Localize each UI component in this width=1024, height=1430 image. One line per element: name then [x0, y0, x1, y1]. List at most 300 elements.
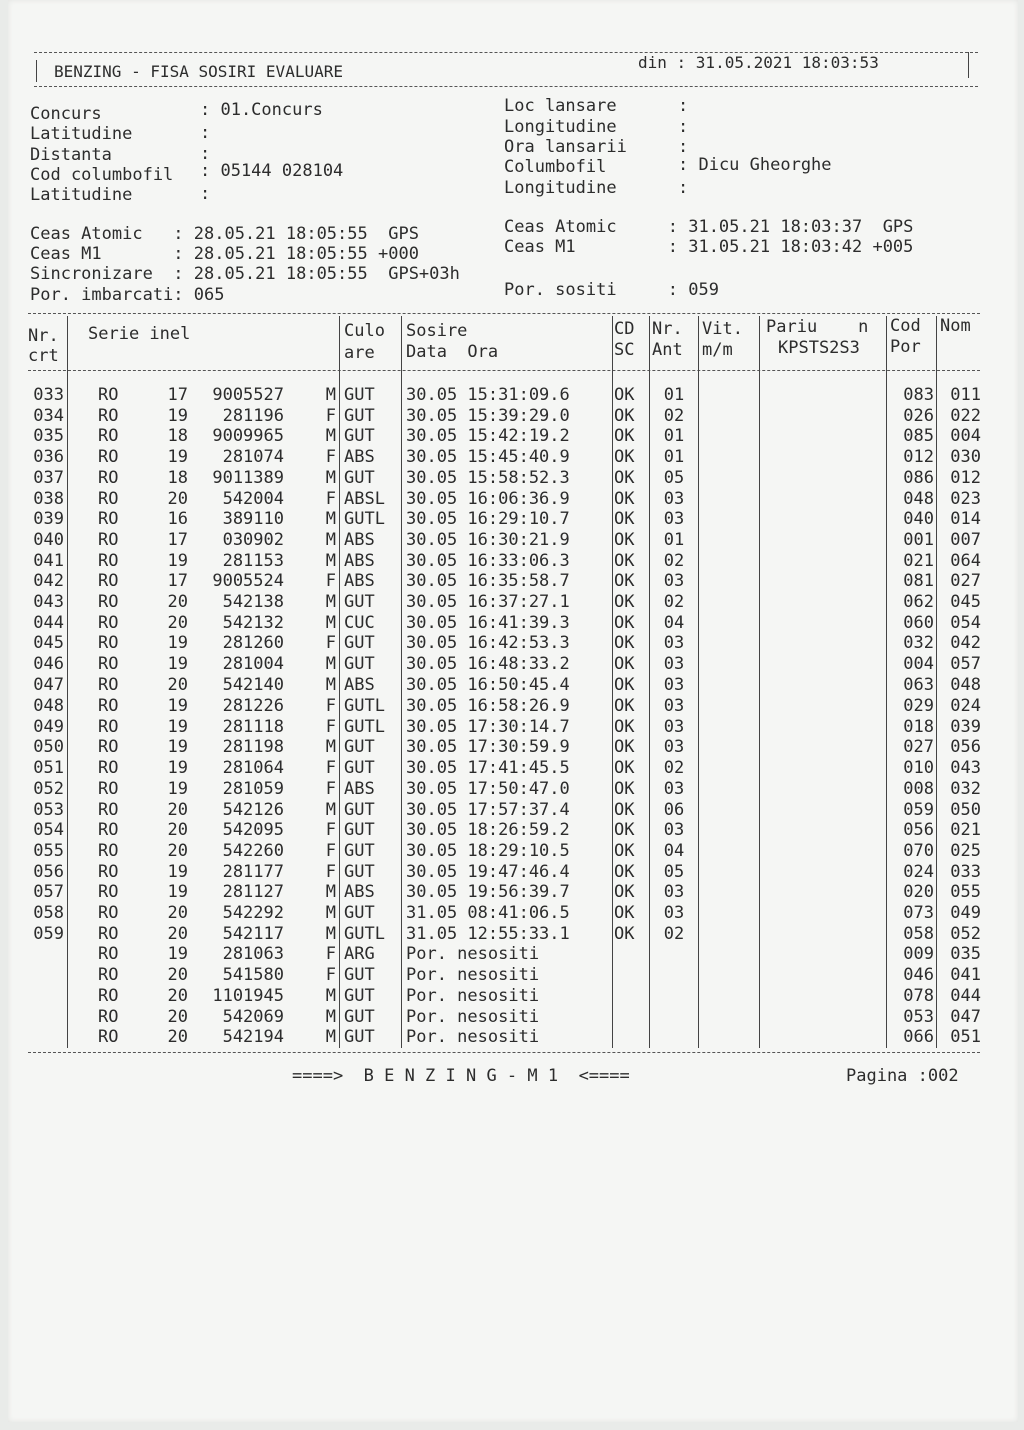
cell-cod: 046 [903, 965, 934, 986]
cell-tara: RO [98, 447, 119, 468]
cell-cd: OK [614, 696, 635, 716]
cell-inel: 281127 [222, 882, 284, 903]
cell-ant: 03 [663, 674, 685, 695]
cell-nom: 022 [950, 405, 981, 426]
cell-nom: 051 [950, 1027, 981, 1048]
cell-an: 18 [167, 467, 188, 488]
cell-nom: 033 [950, 861, 981, 882]
cell-cod: 040 [903, 509, 934, 530]
cell-nom: 057 [950, 654, 981, 675]
cell-an: 19 [167, 405, 188, 426]
cell-nom: 021 [950, 820, 981, 841]
cell-culoare: ARG [344, 944, 375, 965]
info-value: : 01.Concurs [200, 100, 323, 120]
cell-cd: OK [614, 903, 635, 923]
cell-sex: M [325, 654, 336, 675]
cell-nr: 049 [33, 716, 64, 737]
cell-inel: 542260 [222, 840, 284, 861]
cell-tara: RO [98, 550, 119, 571]
cell-nom: 024 [950, 696, 981, 716]
report-date: din : 31.05.2021 18:03:53 [638, 53, 879, 72]
cell-an: 18 [167, 426, 188, 447]
cell-nr: 045 [33, 633, 64, 654]
col-header-cd: SC [614, 340, 635, 360]
cell-sosire: Por. nesositi [406, 1006, 540, 1027]
cell-inel: 281004 [222, 654, 284, 675]
cell-sex: M [325, 799, 336, 820]
cell-cod: 083 [903, 385, 934, 405]
cell-sex: M [325, 509, 336, 530]
cell-cd: OK [614, 674, 635, 695]
cell-an: 19 [167, 696, 188, 716]
cell-tara: RO [98, 612, 119, 633]
cell-nr: 037 [33, 467, 64, 488]
cell-cod: 078 [903, 985, 934, 1006]
cell-sosire: 31.05 12:55:33.1 [406, 923, 570, 944]
cell-nr: 034 [33, 405, 64, 426]
cell-an: 20 [167, 612, 188, 633]
table-top-rule [28, 313, 980, 314]
document-page [8, 0, 1018, 1422]
pigeons-arrived: Por. sositi : 059 [504, 280, 719, 300]
cell-sosire: 30.05 17:41:45.5 [406, 758, 570, 779]
cell-culoare: ABS [344, 674, 375, 695]
col-divider [339, 316, 340, 1048]
cell-sex: F [325, 861, 336, 882]
cell-nom: 025 [950, 840, 981, 861]
cell-inel: 542292 [222, 903, 284, 923]
cell-ant: 01 [663, 385, 685, 405]
cell-inel: 281074 [222, 447, 284, 468]
cell-an: 19 [167, 654, 188, 675]
col-header-nr: crt [28, 346, 59, 366]
cell-tara: RO [98, 944, 119, 965]
cell-nom: 054 [950, 612, 981, 633]
cell-nr: 042 [33, 571, 64, 592]
cell-sex: M [325, 592, 336, 612]
cell-sosire: 30.05 16:42:53.3 [406, 633, 570, 654]
cell-ant: 01 [663, 529, 685, 550]
cell-ant: 03 [663, 820, 685, 841]
cell-culoare: GUT [344, 592, 375, 612]
info-value: : Dicu Gheorghe [678, 155, 832, 175]
cell-cod: 048 [903, 488, 934, 509]
cell-nom: 045 [950, 592, 981, 612]
cell-culoare: ABS [344, 882, 375, 903]
col-header-pariu: Pariu n [766, 317, 869, 337]
cell-nom: 032 [950, 778, 981, 799]
cell-ant: 06 [663, 799, 685, 820]
cell-an: 20 [167, 985, 188, 1006]
cell-tara: RO [98, 799, 119, 820]
cell-inel: 9005527 [212, 385, 284, 405]
pigeons-embarked: Por. imbarcati: 065 [30, 285, 225, 305]
cell-tara: RO [98, 385, 119, 405]
cell-tara: RO [98, 840, 119, 861]
cell-culoare: GUTL [344, 696, 385, 716]
cell-nom: 012 [950, 467, 981, 488]
cell-cod: 026 [903, 405, 934, 426]
cell-inel: 542194 [222, 1027, 284, 1048]
cell-an: 16 [167, 509, 188, 530]
cell-inel: 9005524 [212, 571, 284, 592]
cell-culoare: GUT [344, 654, 375, 675]
cell-sosire: 30.05 15:58:52.3 [406, 467, 570, 488]
cell-inel: 542132 [222, 612, 284, 633]
cell-nr: 056 [33, 861, 64, 882]
cell-nom: 055 [950, 882, 981, 903]
col-header-nr: Nr. [28, 326, 59, 346]
col-divider [649, 316, 650, 1048]
info-label: Latitudine [30, 124, 133, 144]
cell-cod: 059 [903, 799, 934, 820]
cell-an: 19 [167, 778, 188, 799]
col-divider [612, 316, 613, 1048]
header-right-border [968, 52, 969, 78]
cell-cod: 008 [903, 778, 934, 799]
cell-culoare: GUT [344, 426, 375, 447]
cell-cd: OK [614, 385, 635, 405]
cell-cod: 024 [903, 861, 934, 882]
cell-cod: 029 [903, 696, 934, 716]
col-divider [698, 316, 699, 1048]
cell-inel: 542069 [222, 1006, 284, 1027]
cell-culoare: GUT [344, 840, 375, 861]
col-header-cod: Por [890, 337, 921, 357]
cell-nom: 007 [950, 529, 981, 550]
cell-sex: F [325, 716, 336, 737]
cell-ant: 03 [663, 509, 685, 530]
cell-cod: 001 [903, 529, 934, 550]
cell-culoare: GUT [344, 405, 375, 426]
cell-nr: 040 [33, 529, 64, 550]
info-value: : [678, 96, 689, 116]
cell-ant: 03 [663, 488, 685, 509]
cell-cod: 085 [903, 426, 934, 447]
cell-ant: 04 [663, 612, 685, 633]
cell-cod: 060 [903, 612, 934, 633]
cell-sosire: 30.05 15:45:40.9 [406, 447, 570, 468]
col-header-vit: m/m [702, 340, 733, 360]
cell-sex: M [325, 903, 336, 923]
cell-culoare: ABS [344, 778, 375, 799]
cell-sosire: Por. nesositi [406, 944, 540, 965]
cell-cd: OK [614, 882, 635, 903]
cell-cod: 009 [903, 944, 934, 965]
cell-cd: OK [614, 820, 635, 841]
cell-nr: 052 [33, 778, 64, 799]
cell-sex: F [325, 488, 336, 509]
cell-ant: 02 [663, 550, 685, 571]
cell-inel: 281177 [222, 861, 284, 882]
cell-culoare: CUC [344, 612, 375, 633]
cell-sex: F [325, 405, 336, 426]
cell-nr: 047 [33, 674, 64, 695]
cell-nom: 048 [950, 674, 981, 695]
cell-sosire: Por. nesositi [406, 1027, 540, 1048]
cell-nr: 050 [33, 737, 64, 758]
cell-nom: 030 [950, 447, 981, 468]
col-header-cd: CD [614, 319, 635, 339]
col-divider [936, 316, 937, 1048]
cell-inel: 281118 [222, 716, 284, 737]
cell-an: 19 [167, 633, 188, 654]
cell-culoare: GUTL [344, 509, 385, 530]
cell-nom: 064 [950, 550, 981, 571]
cell-tara: RO [98, 571, 119, 592]
cell-sosire: Por. nesositi [406, 965, 540, 986]
cell-sosire: 30.05 16:06:36.9 [406, 488, 570, 509]
info-value: : [200, 144, 211, 164]
cell-nr: 048 [33, 696, 64, 716]
cell-sosire: 30.05 17:50:47.0 [406, 778, 570, 799]
cell-nom: 011 [950, 385, 981, 405]
cell-inel: 281059 [222, 778, 284, 799]
cell-cd: OK [614, 571, 635, 592]
cell-tara: RO [98, 923, 119, 944]
cell-cd: OK [614, 467, 635, 488]
cell-culoare: GUT [344, 385, 375, 405]
cell-sex: M [325, 612, 336, 633]
info-value: : [200, 123, 211, 143]
info-label: Distanta [30, 145, 112, 165]
cell-nr: 051 [33, 758, 64, 779]
cell-sosire: 30.05 16:50:45.4 [406, 674, 570, 695]
cell-sosire: 30.05 19:56:39.7 [406, 882, 570, 903]
cell-cd: OK [614, 799, 635, 820]
cell-cod: 004 [903, 654, 934, 675]
cell-sex: M [325, 467, 336, 488]
cell-tara: RO [98, 426, 119, 447]
cell-cd: OK [614, 633, 635, 654]
cell-sex: F [325, 571, 336, 592]
cell-culoare: GUT [344, 633, 375, 654]
cell-ant: 02 [663, 923, 685, 944]
cell-tara: RO [98, 985, 119, 1006]
cell-cd: OK [614, 509, 635, 530]
clock-line: Ceas Atomic : 28.05.21 18:05:55 GPS [30, 224, 419, 244]
cell-cod: 058 [903, 923, 934, 944]
cell-cd: OK [614, 861, 635, 882]
info-value: : [678, 117, 689, 137]
cell-cod: 070 [903, 840, 934, 861]
cell-cd: OK [614, 716, 635, 737]
cell-cod: 012 [903, 447, 934, 468]
cell-tara: RO [98, 674, 119, 695]
cell-ant: 03 [663, 633, 685, 654]
cell-ant: 02 [663, 592, 685, 612]
cell-culoare: GUT [344, 1006, 375, 1027]
cell-ant: 05 [663, 861, 685, 882]
cell-an: 20 [167, 965, 188, 986]
cell-ant: 03 [663, 696, 685, 716]
cell-ant: 03 [663, 903, 685, 923]
cell-nom: 047 [950, 1006, 981, 1027]
cell-nr: 054 [33, 820, 64, 841]
cell-nom: 052 [950, 923, 981, 944]
cell-culoare: GUT [344, 903, 375, 923]
cell-sosire: 30.05 18:26:59.2 [406, 820, 570, 841]
info-value: : [678, 137, 689, 157]
cell-sex: M [325, 923, 336, 944]
cell-sosire: 30.05 16:58:26.9 [406, 696, 570, 716]
header-left-border [36, 60, 37, 82]
cell-sosire: 30.05 17:30:59.9 [406, 737, 570, 758]
cell-cod: 086 [903, 467, 934, 488]
cell-culoare: ABSL [344, 488, 385, 509]
cell-sosire: 30.05 16:33:06.3 [406, 550, 570, 571]
cell-tara: RO [98, 592, 119, 612]
cell-nom: 056 [950, 737, 981, 758]
cell-cod: 053 [903, 1006, 934, 1027]
col-header-nr-ant: Ant [652, 340, 683, 360]
cell-tara: RO [98, 882, 119, 903]
cell-an: 20 [167, 488, 188, 509]
cell-nr: 059 [33, 923, 64, 944]
cell-nr: 038 [33, 488, 64, 509]
cell-tara: RO [98, 633, 119, 654]
cell-ant: 02 [663, 405, 685, 426]
cell-inel: 281198 [222, 737, 284, 758]
cell-inel: 030902 [222, 529, 284, 550]
cell-cd: OK [614, 592, 635, 612]
cell-nr: 044 [33, 612, 64, 633]
cell-sex: F [325, 944, 336, 965]
cell-culoare: ABS [344, 447, 375, 468]
col-header-pariu: KPSTS2S3 [778, 338, 860, 358]
cell-sex: M [325, 550, 336, 571]
cell-sosire: 30.05 16:30:21.9 [406, 529, 570, 550]
cell-inel: 542140 [222, 674, 284, 695]
cell-tara: RO [98, 758, 119, 779]
cell-tara: RO [98, 488, 119, 509]
cell-culoare: GUT [344, 985, 375, 1006]
col-header-culoare: are [344, 343, 375, 363]
cell-sosire: 30.05 16:29:10.7 [406, 509, 570, 530]
cell-sex: M [325, 882, 336, 903]
cell-culoare: ABS [344, 571, 375, 592]
cell-ant: 03 [663, 654, 685, 675]
info-value: : [200, 184, 211, 204]
col-header-sosire: Data Ora [406, 342, 499, 362]
cell-nom: 014 [950, 509, 981, 530]
cell-tara: RO [98, 529, 119, 550]
info-label: Latitudine [30, 185, 133, 205]
col-header-nom: Nom [940, 316, 971, 336]
cell-cd: OK [614, 612, 635, 633]
info-label: Cod columbofil [30, 165, 174, 185]
cell-nr: 057 [33, 882, 64, 903]
cell-sosire: 30.05 19:47:46.4 [406, 861, 570, 882]
cell-an: 20 [167, 1006, 188, 1027]
cell-culoare: GUT [344, 799, 375, 820]
cell-sosire: 30.05 16:35:58.7 [406, 571, 570, 592]
cell-cd: OK [614, 923, 635, 944]
cell-cd: OK [614, 550, 635, 571]
cell-nom: 023 [950, 488, 981, 509]
cell-tara: RO [98, 509, 119, 530]
cell-ant: 05 [663, 467, 685, 488]
cell-cd: OK [614, 778, 635, 799]
clock-line: Sincronizare : 28.05.21 18:05:55 GPS+03h [30, 264, 460, 284]
cell-nr: 058 [33, 903, 64, 923]
cell-ant: 02 [663, 758, 685, 779]
cell-nom: 050 [950, 799, 981, 820]
cell-nom: 041 [950, 965, 981, 986]
cell-inel: 281196 [222, 405, 284, 426]
cell-inel: 281226 [222, 696, 284, 716]
cell-tara: RO [98, 737, 119, 758]
cell-inel: 281063 [222, 944, 284, 965]
cell-ant: 03 [663, 778, 685, 799]
cell-culoare: GUT [344, 861, 375, 882]
cell-sex: M [325, 737, 336, 758]
cell-an: 19 [167, 447, 188, 468]
cell-sex: F [325, 820, 336, 841]
cell-cd: OK [614, 426, 635, 447]
report-title: BENZING - FISA SOSIRI EVALUARE [54, 62, 343, 81]
cell-tara: RO [98, 696, 119, 716]
info-label: Concurs [30, 104, 102, 124]
table-bottom-rule [28, 1052, 980, 1053]
cell-culoare: GUT [344, 965, 375, 986]
col-divider [759, 316, 760, 1048]
cell-culoare: GUT [344, 758, 375, 779]
cell-ant: 03 [663, 882, 685, 903]
header-bottom-rule [34, 86, 978, 87]
col-header-nr-ant: Nr. [652, 319, 683, 339]
cell-an: 20 [167, 1027, 188, 1048]
col-header-sosire: Sosire [406, 321, 468, 341]
cell-ant: 01 [663, 447, 685, 468]
cell-an: 17 [167, 571, 188, 592]
cell-cd: OK [614, 737, 635, 758]
cell-sosire: 31.05 08:41:06.5 [406, 903, 570, 923]
cell-inel: 9009965 [212, 426, 284, 447]
cell-an: 20 [167, 923, 188, 944]
col-header-culoare: Culo [344, 321, 385, 341]
cell-sosire: 30.05 15:39:29.0 [406, 405, 570, 426]
cell-inel: 9011389 [212, 467, 284, 488]
cell-an: 17 [167, 529, 188, 550]
cell-sex: M [325, 985, 336, 1006]
cell-culoare: GUT [344, 737, 375, 758]
col-header-vit: Vit. [702, 319, 743, 339]
cell-culoare: GUTL [344, 716, 385, 737]
cell-inel: 281260 [222, 633, 284, 654]
cell-nr: 041 [33, 550, 64, 571]
cell-nom: 035 [950, 944, 981, 965]
cell-sex: M [325, 674, 336, 695]
cell-an: 19 [167, 758, 188, 779]
cell-tara: RO [98, 716, 119, 737]
cell-an: 19 [167, 550, 188, 571]
cell-an: 20 [167, 840, 188, 861]
info-value: : [678, 178, 689, 198]
cell-cd: OK [614, 529, 635, 550]
cell-inel: 389110 [222, 509, 284, 530]
cell-cod: 021 [903, 550, 934, 571]
col-divider [67, 316, 68, 1048]
cell-culoare: GUT [344, 467, 375, 488]
cell-tara: RO [98, 654, 119, 675]
info-label: Longitudine [504, 178, 617, 198]
cell-culoare: GUTL [344, 923, 385, 944]
info-label: Loc lansare [504, 96, 617, 116]
cell-sosire: Por. nesositi [406, 985, 540, 1006]
cell-nr: 035 [33, 426, 64, 447]
cell-sex: M [325, 529, 336, 550]
